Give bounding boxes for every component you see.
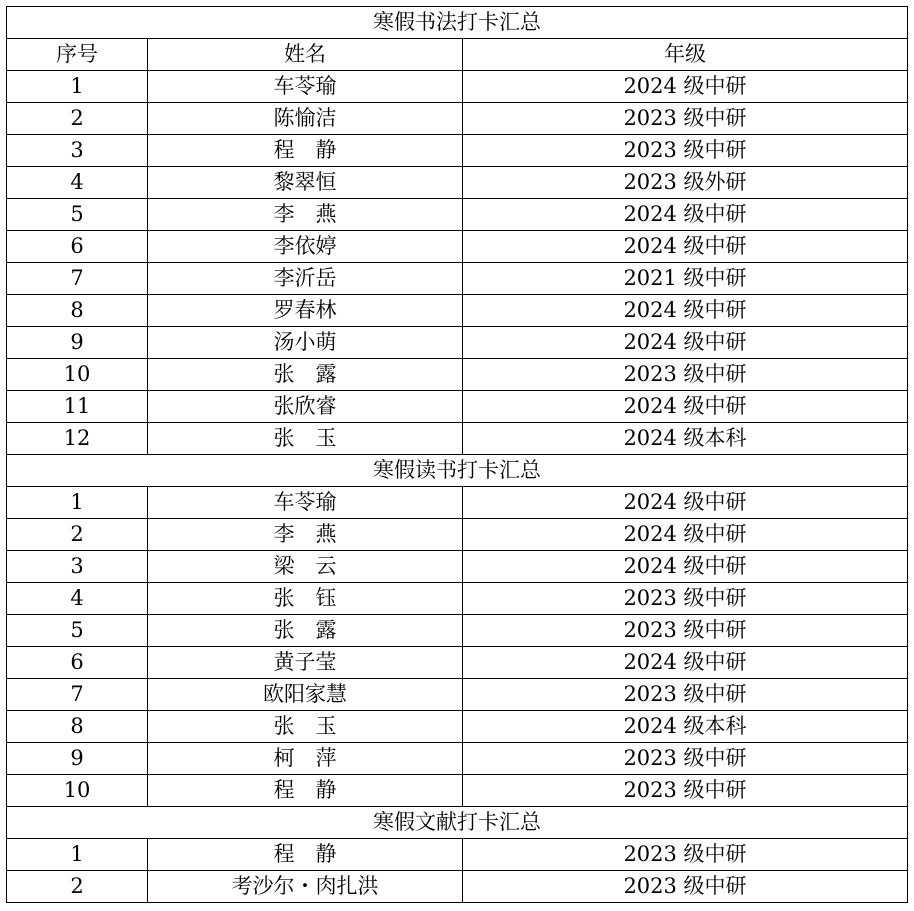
table-row xyxy=(7,871,908,903)
row-index: 11 xyxy=(7,391,148,423)
row-index: 9 xyxy=(7,327,148,359)
row-grade: 2023 级中研 xyxy=(463,359,908,391)
section-title-row xyxy=(7,7,908,39)
row-name: 李 燕 xyxy=(148,519,463,551)
row-grade: 2023 级中研 xyxy=(463,615,908,647)
summary-sheet xyxy=(6,6,907,903)
row-grade: 2024 级本科 xyxy=(463,711,908,743)
table-row xyxy=(7,103,908,135)
row-grade: 2023 级中研 xyxy=(463,103,908,135)
row-grade: 2023 级中研 xyxy=(463,679,908,711)
row-name: 车苓瑜 xyxy=(148,71,463,103)
table-row xyxy=(7,519,908,551)
row-name: 黄子莹 xyxy=(148,647,463,679)
table-row xyxy=(7,135,908,167)
row-index: 7 xyxy=(7,263,148,295)
row-grade: 2023 级中研 xyxy=(463,775,908,807)
row-index: 4 xyxy=(7,167,148,199)
row-grade: 2024 级中研 xyxy=(463,487,908,519)
row-grade: 2024 级中研 xyxy=(463,327,908,359)
row-name: 李 燕 xyxy=(148,199,463,231)
table-row xyxy=(7,487,908,519)
row-index: 1 xyxy=(7,839,148,871)
row-index: 8 xyxy=(7,711,148,743)
row-name: 车苓瑜 xyxy=(148,487,463,519)
row-name: 张 钰 xyxy=(148,583,463,615)
row-name: 张 玉 xyxy=(148,423,463,455)
row-index: 1 xyxy=(7,71,148,103)
table-row xyxy=(7,615,908,647)
row-name: 陈愉洁 xyxy=(148,103,463,135)
row-name: 柯 萍 xyxy=(148,743,463,775)
header-row xyxy=(7,39,908,71)
row-name: 程 静 xyxy=(148,775,463,807)
row-index: 2 xyxy=(7,103,148,135)
row-index: 6 xyxy=(7,231,148,263)
row-name: 张 露 xyxy=(148,615,463,647)
row-name: 考沙尔・肉扎洪 xyxy=(148,871,463,903)
checkin-summary-table xyxy=(6,6,908,903)
row-grade: 2024 级中研 xyxy=(463,231,908,263)
section-title-row xyxy=(7,455,908,487)
row-name: 张 玉 xyxy=(148,711,463,743)
table-row xyxy=(7,775,908,807)
row-grade: 2021 级中研 xyxy=(463,263,908,295)
table-row xyxy=(7,647,908,679)
row-index: 8 xyxy=(7,295,148,327)
table-row xyxy=(7,327,908,359)
row-name: 罗春林 xyxy=(148,295,463,327)
row-name: 程 静 xyxy=(148,839,463,871)
row-index: 9 xyxy=(7,743,148,775)
row-grade: 2024 级中研 xyxy=(463,199,908,231)
table-row xyxy=(7,231,908,263)
section-title: 寒假书法打卡汇总 xyxy=(7,7,908,39)
table-row xyxy=(7,263,908,295)
table-row xyxy=(7,583,908,615)
row-name: 李沂岳 xyxy=(148,263,463,295)
row-index: 7 xyxy=(7,679,148,711)
row-grade: 2024 级中研 xyxy=(463,551,908,583)
table-row xyxy=(7,711,908,743)
row-grade: 2023 级中研 xyxy=(463,583,908,615)
row-grade: 2024 级本科 xyxy=(463,423,908,455)
row-name: 黎翠恒 xyxy=(148,167,463,199)
section-title: 寒假读书打卡汇总 xyxy=(7,455,908,487)
row-index: 12 xyxy=(7,423,148,455)
row-grade: 2024 级中研 xyxy=(463,295,908,327)
row-index: 3 xyxy=(7,551,148,583)
section-title: 寒假文献打卡汇总 xyxy=(7,807,908,839)
table-row xyxy=(7,167,908,199)
header-name: 姓名 xyxy=(148,39,463,71)
row-index: 2 xyxy=(7,519,148,551)
row-index: 1 xyxy=(7,487,148,519)
row-grade: 2023 级中研 xyxy=(463,871,908,903)
table-row xyxy=(7,71,908,103)
header-grade: 年级 xyxy=(463,39,908,71)
row-index: 2 xyxy=(7,871,148,903)
row-grade: 2024 级中研 xyxy=(463,71,908,103)
row-grade: 2023 级中研 xyxy=(463,135,908,167)
header-index: 序号 xyxy=(7,39,148,71)
table-row xyxy=(7,551,908,583)
row-grade: 2023 级中研 xyxy=(463,743,908,775)
table-row xyxy=(7,359,908,391)
table-row xyxy=(7,199,908,231)
row-name: 张 露 xyxy=(148,359,463,391)
row-grade: 2024 级中研 xyxy=(463,519,908,551)
row-grade: 2024 级中研 xyxy=(463,647,908,679)
row-index: 6 xyxy=(7,647,148,679)
row-grade: 2023 级外研 xyxy=(463,167,908,199)
table-row xyxy=(7,743,908,775)
table-row xyxy=(7,391,908,423)
row-index: 3 xyxy=(7,135,148,167)
row-index: 10 xyxy=(7,359,148,391)
row-index: 5 xyxy=(7,199,148,231)
table-body xyxy=(7,7,908,903)
row-name: 程 静 xyxy=(148,135,463,167)
table-row xyxy=(7,679,908,711)
table-row xyxy=(7,423,908,455)
row-name: 汤小萌 xyxy=(148,327,463,359)
row-name: 李依婷 xyxy=(148,231,463,263)
table-row xyxy=(7,295,908,327)
row-index: 10 xyxy=(7,775,148,807)
row-name: 梁 云 xyxy=(148,551,463,583)
row-index: 4 xyxy=(7,583,148,615)
row-name: 张欣睿 xyxy=(148,391,463,423)
row-grade: 2024 级中研 xyxy=(463,391,908,423)
row-grade: 2023 级中研 xyxy=(463,839,908,871)
row-index: 5 xyxy=(7,615,148,647)
table-row xyxy=(7,839,908,871)
row-name: 欧阳家慧 xyxy=(148,679,463,711)
section-title-row xyxy=(7,807,908,839)
